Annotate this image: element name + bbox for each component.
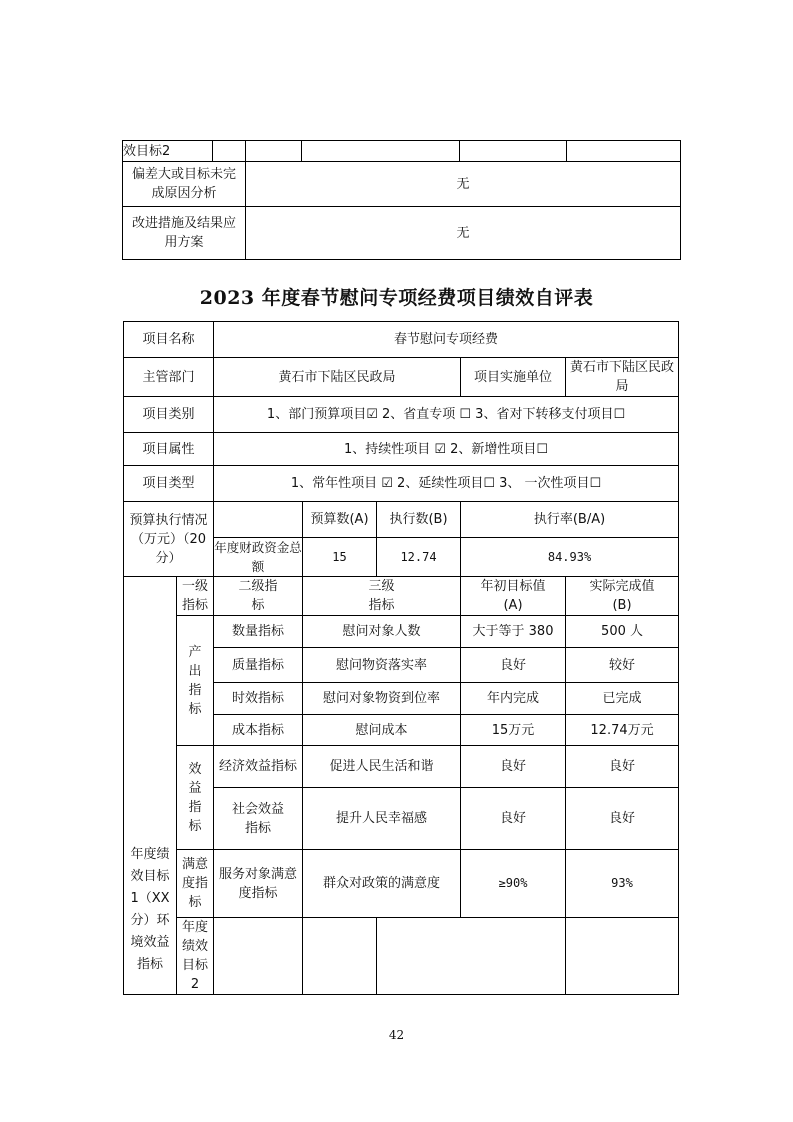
row-target: 15万元 — [461, 715, 566, 746]
row-l3: 慰问对象人数 — [303, 616, 461, 648]
empty-cell — [302, 141, 460, 162]
empty-cell — [567, 141, 681, 162]
goal2-label-partial: 效目标2 — [123, 141, 213, 162]
row-l3: 慰问成本 — [303, 715, 461, 746]
budget-rate: 84.93% — [461, 538, 679, 577]
row-actual: 93% — [566, 850, 679, 918]
budget-row-label: 年度财政资金总额 — [214, 538, 303, 577]
header-actual: 实际完成值(B) — [566, 577, 679, 616]
row-l2: 服务对象满意度指标 — [214, 850, 303, 918]
row-actual: 良好 — [566, 788, 679, 850]
empty-cell — [566, 918, 679, 995]
impl-label: 项目实施单位 — [461, 358, 566, 397]
row-actual: 500 人 — [566, 616, 679, 648]
empty-cell — [377, 918, 566, 995]
row-target: 良好 — [461, 746, 566, 788]
improvement-value: 无 — [246, 207, 681, 260]
budget-col-a: 预算数(A) — [303, 502, 377, 538]
budget-label: 预算执行情况（万元）（20分） — [124, 502, 214, 577]
empty-cell — [303, 918, 377, 995]
group-output: 产出指标 — [177, 616, 214, 746]
row-actual: 已完成 — [566, 683, 679, 715]
header-level2: 二级指标 — [214, 577, 303, 616]
type-value: 1、常年性项目 ☑ 2、延续性项目☐ 3、 一次性项目☐ — [214, 466, 679, 502]
row-target: 年内完成 — [461, 683, 566, 715]
top-table — [122, 140, 681, 260]
row-l3: 群众对政策的满意度 — [303, 850, 461, 918]
category-value: 1、部门预算项目☑ 2、省直专项 ☐ 3、省对下转移支付项目☐ — [214, 397, 679, 433]
row-l2: 时效指标 — [214, 683, 303, 715]
project-name-label: 项目名称 — [124, 322, 214, 358]
type-label: 项目类型 — [124, 466, 214, 502]
deviation-value: 无 — [246, 162, 681, 207]
row-l2: 经济效益指标 — [214, 746, 303, 788]
empty-cell — [460, 141, 567, 162]
budget-col-rate: 执行率(B/A) — [461, 502, 679, 538]
deviation-label: 偏差大或目标未完成原因分析 — [123, 162, 246, 207]
dept-label: 主管部门 — [124, 358, 214, 397]
attr-label: 项目属性 — [124, 433, 214, 466]
row-target: 良好 — [461, 788, 566, 850]
row-target: 大于等于 380 — [461, 616, 566, 648]
group-satisfaction: 满意度指标 — [177, 850, 214, 918]
empty-cell — [214, 502, 303, 538]
goal1-label: 年度绩效目标1（XX 分）环境效益指标 — [124, 577, 177, 995]
row-l2: 社会效益指标 — [214, 788, 303, 850]
row-l3: 提升人民幸福感 — [303, 788, 461, 850]
row-l3: 慰问物资落实率 — [303, 648, 461, 683]
header-target: 年初目标值(A) — [461, 577, 566, 616]
empty-cell — [213, 141, 246, 162]
budget-a: 15 — [303, 538, 377, 577]
header-level1: 一级指标 — [177, 577, 214, 616]
improvement-label: 改进措施及结果应用方案 — [123, 207, 246, 260]
row-l2: 质量指标 — [214, 648, 303, 683]
empty-cell — [214, 918, 303, 995]
row-actual: 较好 — [566, 648, 679, 683]
goal2-label: 年度绩效目标2 — [177, 918, 214, 995]
budget-b: 12.74 — [377, 538, 461, 577]
row-actual: 12.74万元 — [566, 715, 679, 746]
attr-value: 1、持续性项目 ☑ 2、新增性项目☐ — [214, 433, 679, 466]
group-benefit: 效益指标 — [177, 746, 214, 850]
page-number: 42 — [388, 1028, 405, 1042]
row-actual: 良好 — [566, 746, 679, 788]
row-l3: 慰问对象物资到位率 — [303, 683, 461, 715]
row-l3: 促进人民生活和谐 — [303, 746, 461, 788]
header-level3: 三级指标 — [303, 577, 461, 616]
row-target: ≥90% — [461, 850, 566, 918]
category-label: 项目类别 — [124, 397, 214, 433]
evaluation-table — [123, 321, 679, 995]
row-l2: 数量指标 — [214, 616, 303, 648]
impl-value: 黄石市下陆区民政局 — [566, 358, 679, 397]
row-l2: 成本指标 — [214, 715, 303, 746]
page-title: 2023 年度春节慰问专项经费项目绩效自评表 — [199, 287, 594, 309]
empty-cell — [246, 141, 302, 162]
budget-col-b: 执行数(B) — [377, 502, 461, 538]
row-target: 良好 — [461, 648, 566, 683]
dept-value: 黄石市下陆区民政局 — [214, 358, 461, 397]
project-name-value: 春节慰问专项经费 — [214, 322, 679, 358]
